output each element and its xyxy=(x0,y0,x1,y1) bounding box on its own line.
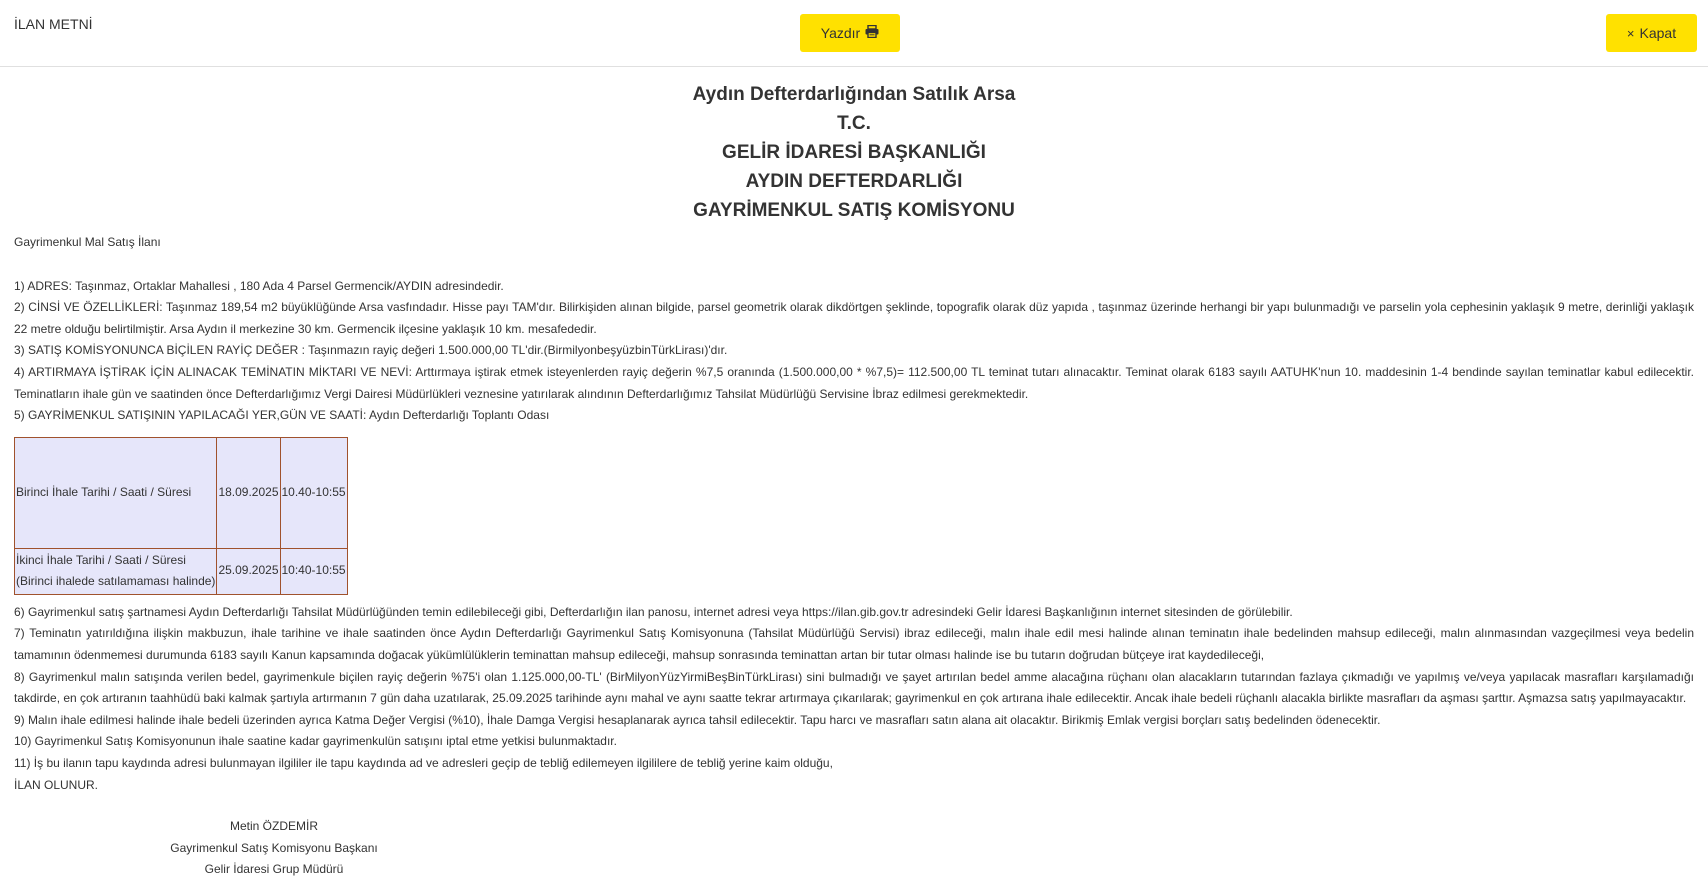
schedule-label xyxy=(15,548,217,594)
heading-line-2: T.C. xyxy=(837,113,871,134)
schedule-time: 10:40-10:55 xyxy=(280,548,347,594)
signature-block xyxy=(14,816,534,879)
auction-schedule-table xyxy=(14,437,348,595)
item-guarantee: 4) ARTIRMAYA İŞTİRAK İÇİN ALINACAK TEMİNATIN MİKTARI VE NEVİ: Arttırmaya iştirak etmek isteyenlerden rayiç değerin %7,5 oranında (1.500.000,00 * %7,5)= 112.500,00 TL teminat tutarı alınacaktır. Teminat olarak 6183 sayılı AATUHK'nun 10. maddesinin 1-4 bendinde sayılan teminatlar kabul edilecektir. Teminatların ihale gün ve saatinden önce Defterdarlığımız Vergi Dairesi Müdürlükleri veznesine yatırılarak alındının Defterdarlığımız Tahsilat Müdürlüğü Servisine İbraz edilmesi gerekmektedir. xyxy=(14,364,1694,401)
schedule-label: Birinci İhale Tarihi / Saati / Süresi xyxy=(15,437,217,548)
signer-name: Metin ÖZDEMİR xyxy=(229,819,318,834)
heading-line-1: Aydın Defterdarlığından Satılık Arsa xyxy=(692,84,1016,105)
schedule-date: 18.09.2025 xyxy=(217,437,280,548)
item-bid-terms: 8) Gayrimenkul malın satışında verilen bedel, gayrimenkule biçilen rayiç değerin %75'i olan 1.125.000,00-TL' (BirMilyonYüzYirmiBeşBinTürkLirası) sini bulmadığı ve şayet artırılan bedel amme alacağına rüçhanı olan alacakların tutarından fazlaya çıkmadığı ve yapılmış ve/veya yapılacak masrafları karşılamadığı takdirde, en çok artıranın taahhüdü baki kalmak şartıyla artırmanın 7 gün daha uzatılarak, 25.09.2025 tarihinde aynı mahal ve aynı saatte tekrar artırmaya çıkarılarak; gayrimenkul en çok artırana ihale edilecektir. Ancak ihale bedeli rüçhanlı alacakla birlikte masrafları da aşması şarttır. Aşmazsa satış yapılmayacaktır. xyxy=(14,669,1694,706)
schedule-label-line-2: (Birinci ihalede satılamaması halinde) xyxy=(16,574,216,589)
print-button-label: Yazdır xyxy=(820,25,861,41)
item-cancel-right: 10) Gayrimenkul Satış Komisyonunun ihale saatine kadar gayrimenkulün satışını iptal etme yetkisi bulunmaktadır. xyxy=(14,734,617,749)
signer-title: Gayrimenkul Satış Komisyonu Başkanı xyxy=(170,840,378,855)
close-icon: × xyxy=(1626,25,1635,41)
heading-line-3: GELİR İDARESİ BAŞKANLIĞI xyxy=(722,142,986,163)
top-bar xyxy=(0,0,1708,67)
item-appraisal-value: 3) SATIŞ KOMİSYONUNCA BİÇİLEN RAYİÇ DEĞER : Taşınmazın rayiç değeri 1.500.000,00 TL'dir.(BirmilyonbeşyüzbinTürkLirası)'dır. xyxy=(14,343,728,358)
signer-title: Gelir İdaresi Grup Müdürü xyxy=(204,862,344,877)
heading-line-4: AYDIN DEFTERDARLIĞI xyxy=(745,171,963,192)
heading-line-5: GAYRİMENKUL SATIŞ KOMİSYONU xyxy=(693,200,1015,221)
item-taxes: 9) Malın ihale edilmesi halinde ihale bedeli üzerinden ayrıca Katma Değer Vergisi (%10), İhale Damga Vergisi hesaplanarak ayrıca tahsil edilecektir. Tapu harcı ve masrafları satın alana ait olacaktır. Birikmiş Emlak vergisi borçları satış bedelinden ödenecektir. xyxy=(14,712,1381,727)
announcement-heading xyxy=(14,67,1694,225)
print-button[interactable] xyxy=(800,14,900,52)
table-row xyxy=(15,548,348,594)
item-specification: 6) Gayrimenkul satış şartnamesi Aydın Defterdarlığı Tahsilat Müdürlüğünden temin edilebileceği gibi, Defterdarlığın ilan panosu, internet adresi veya https://ilan.gib.gov.tr adresindeki Gelir İdaresi Başkanlığının internet sitesinden de görülebilir. xyxy=(14,604,1293,619)
schedule-label-line-1: İkinci İhale Tarihi / Saati / Süresi xyxy=(16,552,186,567)
close-button-label: Kapat xyxy=(1639,25,1677,41)
printer-icon xyxy=(865,25,879,41)
close-button[interactable] xyxy=(1606,14,1697,52)
spacer xyxy=(14,254,1694,276)
table-row xyxy=(15,437,348,548)
announcement-subtitle: Gayrimenkul Mal Satış İlanı xyxy=(14,235,161,249)
announcement-content xyxy=(0,67,1708,879)
item-address: 1) ADRES: Taşınmaz, Ortaklar Mahallesi , 180 Ada 4 Parsel Germencik/AYDIN adresindedir. xyxy=(14,278,504,293)
page-title: İLAN METNİ xyxy=(14,16,93,32)
item-properties: 2) CİNSİ VE ÖZELLİKLERİ: Taşınmaz 189,54 m2 büyüklüğünde Arsa vasfındadır. Hisse payı TAM'dır. Bilirkişiden alınan bilgide, parsel geometrik olarak dikdörtgen şeklinde, topografik olarak düz yapıda , taşınmaz üzerinde herhangi bir yapı bulunmadığı ve parselin yola cephesinin yaklaşık 9 metre, derinliği yaklaşık 22 metre olduğu belirtilmiştir. Arsa Aydın il merkezine 30 km. Germencik ilçesine yaklaşık 10 km. mesafededir. xyxy=(14,300,1694,336)
item-notification: 11) İş bu ilanın tapu kaydında adresi bulunmayan ilgililer ile tapu kaydında ad ve adresleri geçip de tebliğ edilemeyen ilgililere de tebliğ yerine kaim olduğu, xyxy=(14,755,833,770)
closing-line: İLAN OLUNUR. xyxy=(14,777,99,792)
item-receipt: 7) Teminatın yatırıldığına ilişkin makbuzun, ihale tarihine ve ihale saatinden önce Aydın Defterdarlığı Gayrimenkul Satış Komisyonuna (Tahsilat Müdürlüğü Servisi) ibraz edileceği, malın ihale edil mesi halinde alınan teminatın ihale bedelinden mahsup edileceği, malın alınmasından vazgeçilmesi veya bedelin tamamının ödenmemesi durumunda 6183 sayılı Kanun kapsamında doğacak yükümlülüklerin teminattan mahsup edileceği, mahsup sonrasında teminattan artan bir tutar olması halinde ise bu tutarın doğrudan bütçeye irat kaydedileceği, xyxy=(14,626,1694,662)
schedule-date: 25.09.2025 xyxy=(217,548,280,594)
schedule-time: 10.40-10:55 xyxy=(280,437,347,548)
item-sale-place: 5) GAYRİMENKUL SATIŞININ YAPILACAĞI YER,GÜN VE SAATİ: Aydın Defterdarlığı Toplantı Odası xyxy=(14,408,550,423)
